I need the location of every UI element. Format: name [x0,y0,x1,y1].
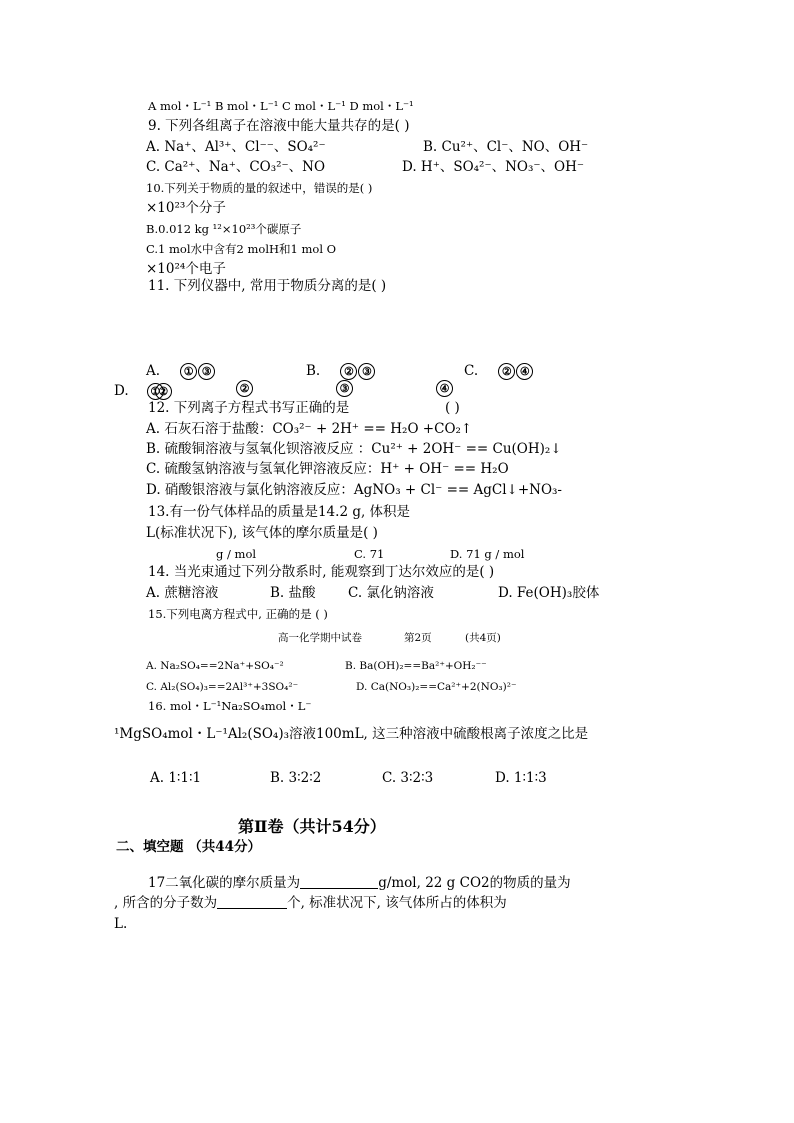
q17-line1 [148,874,571,891]
q10-stem: 10.下列关于物质的量的叙述中，错误的是( ) [146,181,373,195]
q17-line2 [114,894,507,911]
q11-option-d [114,380,173,400]
q11-d-label: D. [114,383,129,399]
molecule-count-blank[interactable] [217,894,287,909]
q12-option-b: B. 硫酸铜溶液与氢氧化钡溶液反应 ：Cu²⁺ + 2OH⁻ == Cu(OH)₂↓ [146,441,562,457]
q16-stem-line2: ¹MgSO₄mol・L⁻¹Al₂(SO₄)₃溶液100mL, 这三种溶液中硫酸根离子浓度之比是 [114,726,589,742]
q11-option-a [146,360,216,380]
q12-option-d: D. 硝酸银溶液与氯化钠溶液反应：AgNO₃ + Cl⁻ == AgCl↓+NO₃- [146,482,562,498]
q13-option-a: g / mol [216,547,257,561]
figure-label: ③ [336,380,353,397]
q14-option-a: A. 蔗糖溶液 [146,585,219,601]
section2-heading: 二、填空题 （共44分） [116,839,261,855]
q9-stem: 9. 下列各组离子在溶液中能大量共存的是( ) [148,118,410,134]
q13-stem-line2: L(标准状况下), 该气体的摩尔质量是( ) [146,525,378,541]
figure-label: ④ [436,380,453,397]
q9-option-d: D. H⁺、SO₄²⁻、NO₃⁻、OH⁻ [402,159,584,175]
q16-option-a: A. 1∶1∶1 [150,770,202,786]
q13-stem-line1: 13.有一份气体样品的质量是14.2 g, 体积是 [148,504,411,520]
q14-stem: 14. 当光束通过下列分散系时, 能观察到丁达尔效应的是( ) [148,564,495,580]
q11-c-label: C. [464,363,479,379]
q11-stem: 11. 下列仪器中, 常用于物质分离的是( ) [148,278,387,294]
q16-option-b: B. 3∶2∶2 [270,770,322,786]
molar-mass-blank[interactable] [300,874,378,889]
q15-option-a: A. Na₂SO₄==2Na⁺+SO₄⁻² [146,660,284,672]
q16-stem-line1: 16. mol・L⁻¹Na₂SO₄mol・L⁻ [148,699,312,713]
footer-title: 高一化学期中试卷 [278,632,362,644]
q14-option-d: D. Fe(OH)₃胶体 [498,585,600,601]
circled-number: ③ [358,363,375,380]
q11-option-c [464,360,534,380]
q9-option-a: A. Na⁺、Al³⁺、Cl⁻⁻、SO₄²⁻ [146,139,326,155]
footer-total: (共4页) [465,632,501,644]
circled-number: ③ [198,363,215,380]
q17-part4: 个, 标准状况下, 该气体所占的体积为 [287,895,507,911]
q11-option-b [306,360,376,380]
q15-option-c: C. Al₂(SO₄)₃==2Al³⁺+3SO₄²⁻ [146,681,299,693]
circled-number: ① [180,363,197,380]
q13-option-d: D. 71 g / mol [450,547,525,561]
q9-option-c: C. Ca²⁺、Na⁺、CO₃²⁻、NO [146,159,326,175]
q12-paren: ( ) [445,400,460,416]
q11-b-label: B. [306,363,321,379]
q15-option-d: D. Ca(NO₃)₂==Ca²⁺+2(NO₃)²⁻ [356,681,517,693]
q12-option-c: C. 硫酸氢钠溶液与氢氧化钾溶液反应：H⁺ + OH⁻ == H₂O [146,461,509,477]
q12-option-a: A. 石灰石溶于盐酸：CO₃²⁻ + 2H⁺ == H₂O +CO₂↑ [146,421,473,437]
circled-number: ① [147,383,164,400]
q12-stem: 12. 下列离子方程式书写正确的是 [148,400,350,416]
circled-number: ④ [516,363,533,380]
q16-option-d: D. 1∶1∶3 [495,770,547,786]
q10-option-d: ×10²⁴个电子 [146,261,226,277]
q13-option-c: C. 71 [354,547,385,561]
footer-page: 第2页 [404,632,432,644]
q17-part2: g/mol, 22 g CO2的物质的量为 [378,875,571,891]
circled-number: ② [498,363,515,380]
q14-option-b: B. 盐酸 [270,585,316,601]
q17-part3: , 所含的分子数为 [114,895,218,911]
part2-title: 第Ⅱ卷（共计54分） [238,817,386,836]
q16-option-c: C. 3∶2∶3 [382,770,434,786]
q17-part5: L. [114,916,128,932]
q10-option-b: B.0.012 kg ¹²×10²³个碳原子 [146,222,302,236]
q8-options: A mol・L⁻¹ B mol・L⁻¹ C mol・L⁻¹ D mol・L⁻¹ [148,99,414,113]
q17-part1: 17二氧化碳的摩尔质量为 [148,875,301,891]
circled-number: ② [340,363,357,380]
q15-stem: 15.下列电离方程式中, 正确的是 ( ) [148,607,328,621]
q10-option-a: ×10²³个分子 [146,200,226,216]
q10-option-c: C.1 mol水中含有2 molH和1 mol O [146,242,337,256]
q14-option-c: C. 氯化钠溶液 [348,585,434,601]
q9-option-b: B. Cu²⁺、Cl⁻、NO、OH⁻ [423,139,589,155]
circled-number: ② [155,383,172,400]
q15-option-b: B. Ba(OH)₂==Ba²⁺+OH₂⁻⁻ [345,660,487,672]
figure-label: ② [236,380,253,397]
q11-a-label: A. [146,363,161,379]
